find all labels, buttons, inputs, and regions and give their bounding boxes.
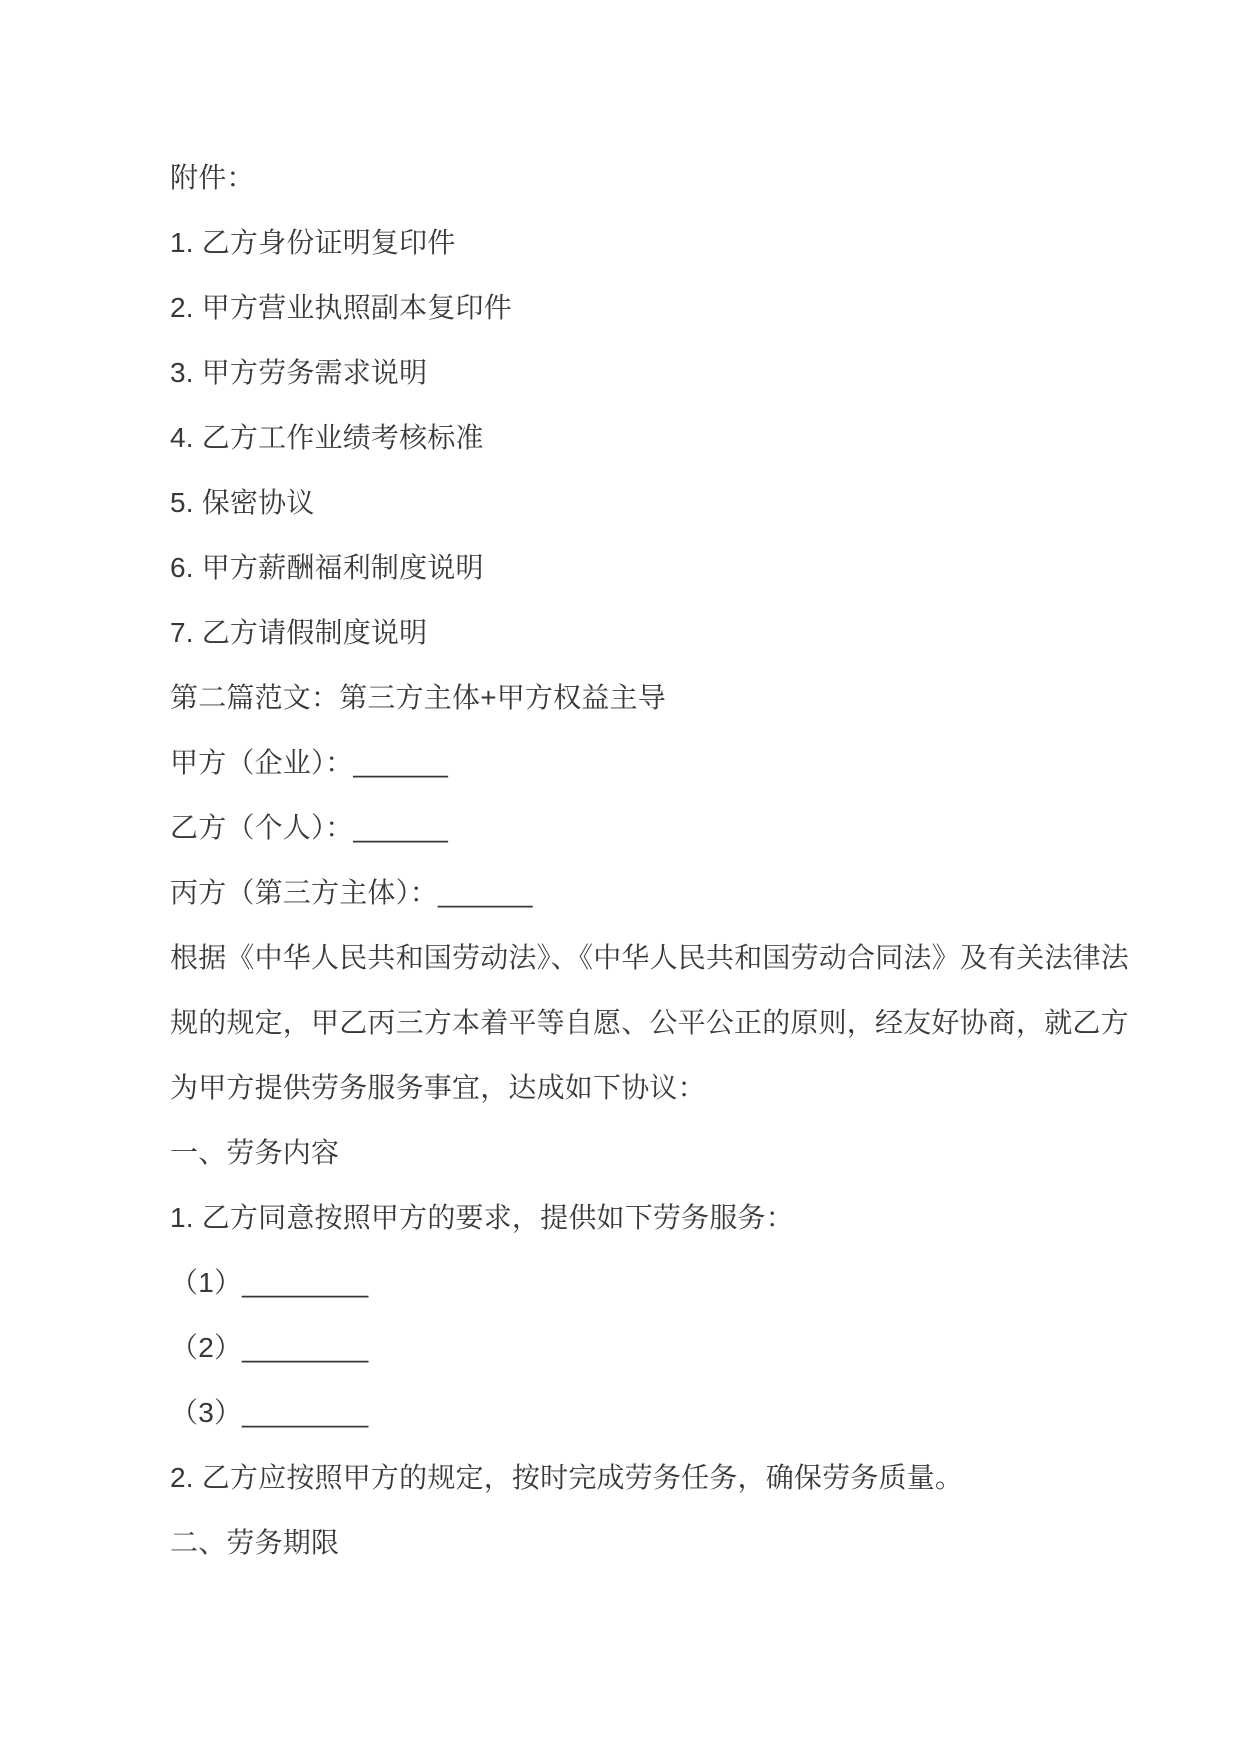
party-a-line: 甲方（企业）：______ (170, 747, 449, 778)
article1-clause1: 1. 乙方同意按照甲方的要求，提供如下劳务服务： (170, 1202, 794, 1233)
party-b-line: 乙方（个人）：______ (170, 812, 449, 843)
preamble-line-1: 根据《中华人民共和国劳动法》、《中华人民共和国劳动合同法》及有关法律法 (170, 942, 1130, 973)
section2-title: 第二篇范文：第三方主体+甲方权益主导 (170, 682, 666, 713)
preamble-line-3: 为甲方提供劳务服务事宜，达成如下协议： (170, 1072, 706, 1103)
attachment-item-3: 3. 甲方劳务需求说明 (170, 357, 428, 388)
article1-clause2: 2. 乙方应按照甲方的规定，按时完成劳务任务，确保劳务质量。 (170, 1462, 964, 1493)
attachment-item-1: 1. 乙方身份证明复印件 (170, 227, 456, 258)
attachment-item-6: 6. 甲方薪酬福利制度说明 (170, 552, 484, 583)
attachments-heading: 附件： (170, 162, 255, 193)
article1-blank-3: （3）________ (170, 1397, 369, 1428)
attachment-item-5: 5. 保密协议 (170, 487, 315, 518)
attachment-item-7: 7. 乙方请假制度说明 (170, 617, 428, 648)
article1-blank-1: （1）________ (170, 1267, 369, 1298)
preamble-line-2: 规的规定，甲乙丙三方本着平等自愿、公平公正的原则，经友好协商，就乙方 (170, 1007, 1129, 1038)
article1-blank-2: （2）________ (170, 1332, 369, 1363)
article1-heading: 一、劳务内容 (170, 1137, 340, 1168)
attachment-item-4: 4. 乙方工作业绩考核标准 (170, 422, 484, 453)
attachment-item-2: 2. 甲方营业执照副本复印件 (170, 292, 512, 323)
document-body (170, 145, 1130, 1575)
article2-heading: 二、劳务期限 (170, 1527, 340, 1558)
party-c-line: 丙方（第三方主体）：______ (170, 877, 533, 908)
